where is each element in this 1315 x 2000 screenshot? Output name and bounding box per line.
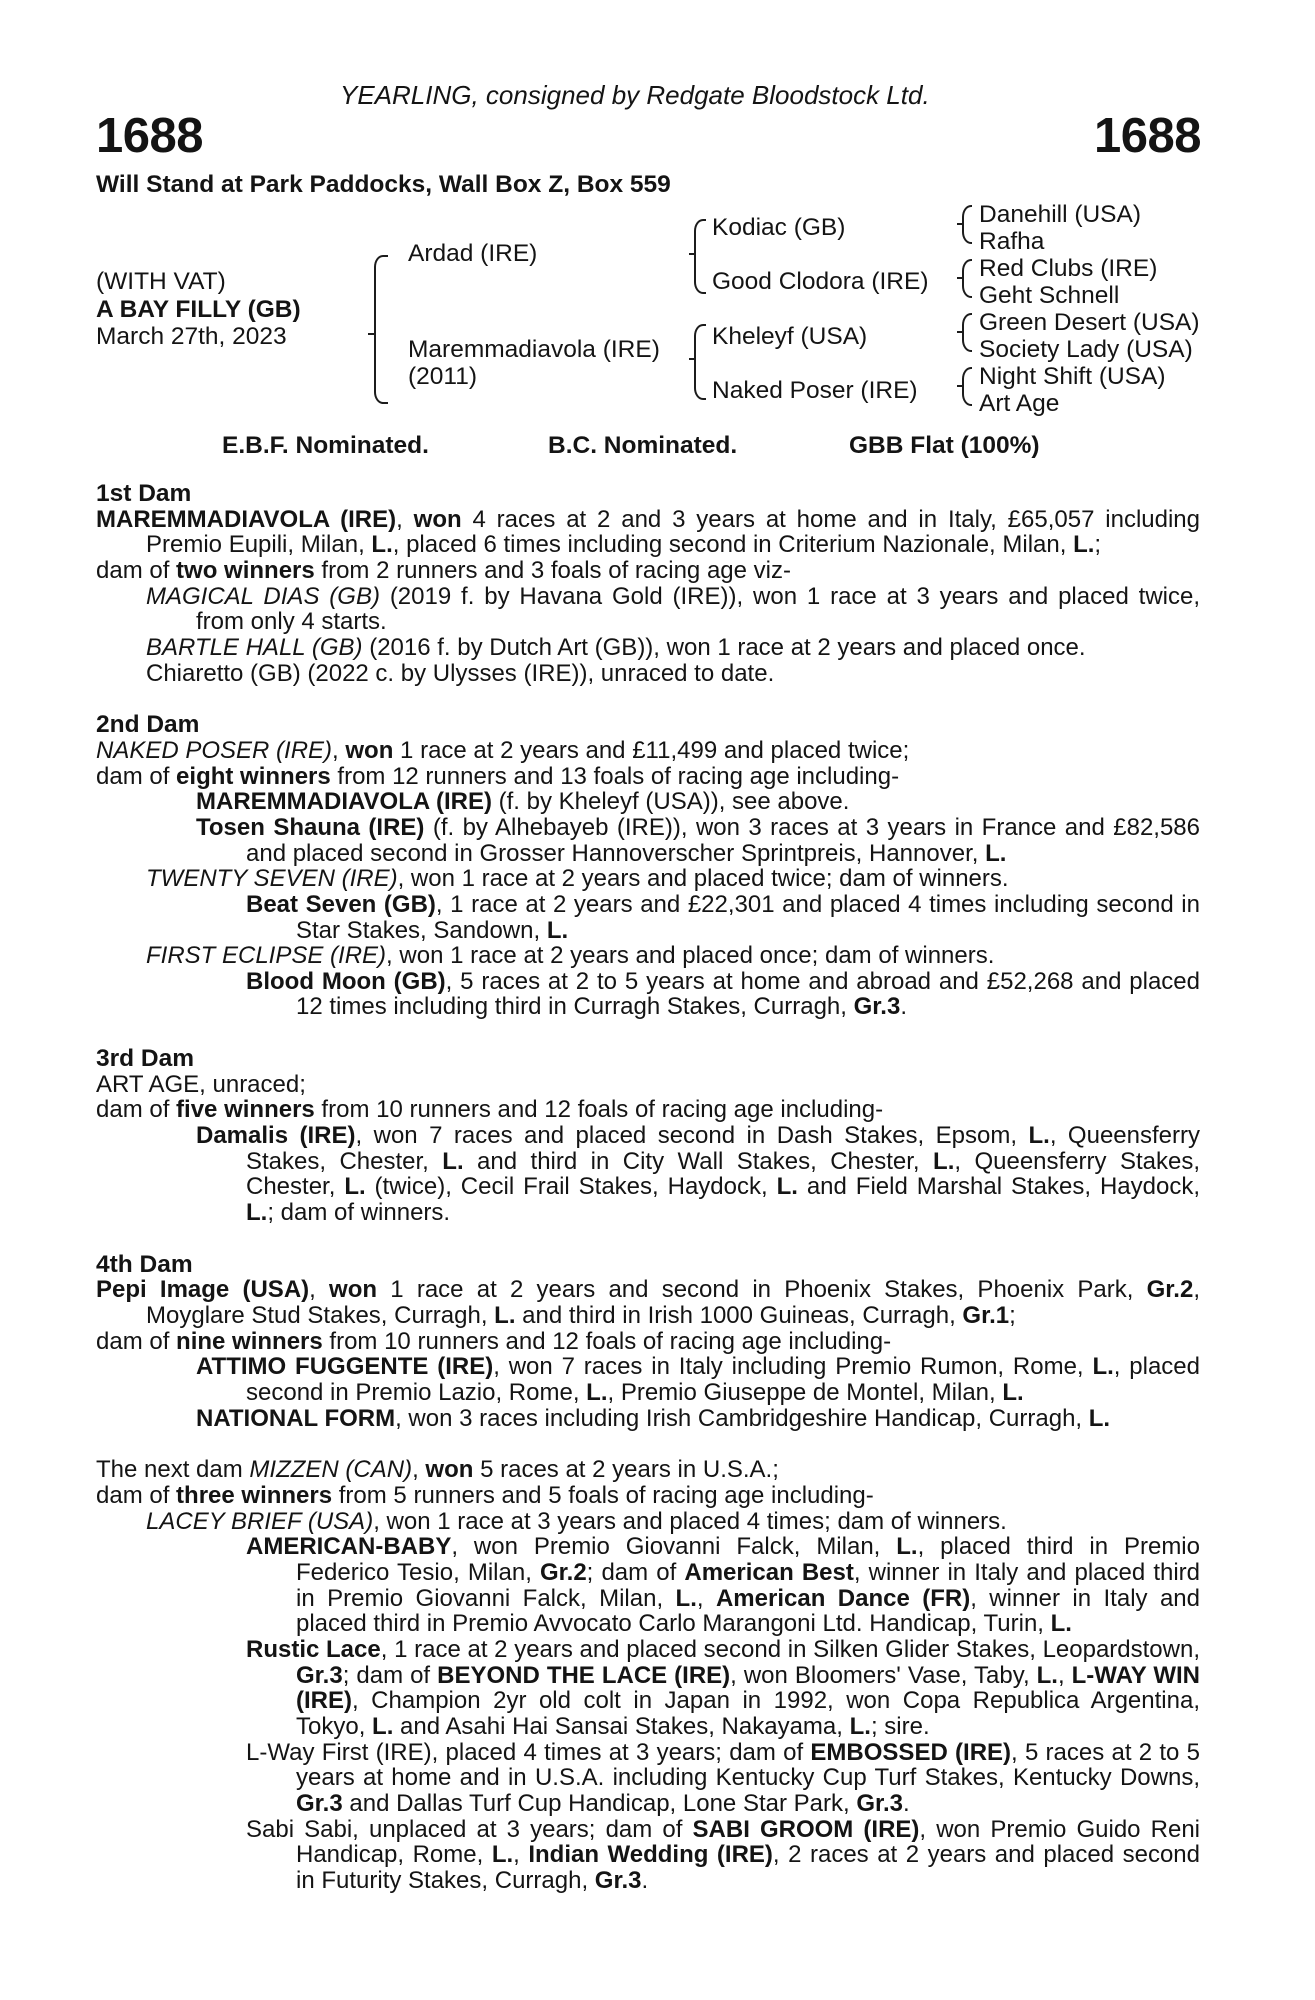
stand-location: Will Stand at Park Paddocks, Wall Box Z, Box 559	[96, 171, 671, 198]
produce-record	[96, 1483, 1200, 1509]
bold-run: L.	[849, 1712, 871, 1740]
produce-record	[96, 635, 1200, 661]
bold-run: Gr.1	[962, 1302, 1010, 1330]
dam-name: Maremmadiavola (IRE)	[408, 336, 660, 363]
bold-run: won	[345, 736, 394, 764]
text-run: , won 7 races in Italy including Premio Rumon, Rome,	[493, 1353, 1093, 1381]
text-run: 1 race at 2 years and second in Phoenix Stakes, Phoenix Park,	[377, 1276, 1147, 1304]
text-run: , won Premio Giovanni Falck, Milan,	[451, 1533, 897, 1561]
pedigree-brace	[374, 334, 388, 404]
produce-record	[96, 1354, 1200, 1405]
dam-section	[96, 1457, 1200, 1893]
text-run: ;	[1094, 531, 1102, 559]
bold-run: L.	[1036, 1661, 1058, 1689]
produce-record	[96, 815, 1200, 866]
lot-number-left: 1688	[96, 109, 204, 163]
text-run: , Queensferry Stakes, Chester,	[246, 1122, 1200, 1175]
ancestor-gen3: Night Shift (USA)	[979, 363, 1166, 390]
pedigree-brace-tip	[957, 277, 964, 279]
produce-record	[96, 507, 1200, 558]
pedigree-brace-tip	[957, 385, 964, 387]
text-run: ,	[1057, 1661, 1072, 1689]
bold-run: BEYOND THE LACE (IRE)	[437, 1661, 731, 1689]
bold-run: L.	[933, 1147, 955, 1175]
dam-section	[96, 481, 1200, 686]
pedigree-brace	[962, 386, 972, 406]
produce-record	[96, 892, 1200, 943]
ancestor-gen3: Red Clubs (IRE)	[979, 255, 1158, 282]
text-run: ,	[513, 1841, 529, 1869]
text-run: , won Bloomers' Vase, Taby,	[730, 1661, 1037, 1689]
text-run: , 5 races at 2 to 5 years at home and in U.S.A. including Kentucky Cup Turf Stakes, Kentucky Downs,	[296, 1738, 1201, 1792]
text-run: .	[641, 1866, 649, 1894]
dam-section-title: 4th Dam	[96, 1250, 193, 1278]
text-run: dam of	[96, 762, 177, 790]
dam-sections	[96, 481, 1200, 1893]
text-run: and Field Marshal Stakes, Haydock,	[797, 1173, 1201, 1201]
text-run: , 5 races at 2 to 5 years at home and abroad and £52,268 and placed 12 times including third in Curragh Stakes, Curragh,	[296, 967, 1200, 1021]
text-run: , won 3 races including Irish Cambridgeshire Handicap, Curragh,	[395, 1404, 1089, 1432]
bold-run: L.	[246, 1199, 268, 1227]
pedigree-brace	[962, 205, 972, 224]
ancestor-gen3: Art Age	[979, 390, 1060, 417]
ancestor-gen3: Geht Schnell	[979, 282, 1120, 309]
bold-run: Rustic Lace	[246, 1635, 381, 1663]
produce-record	[96, 1637, 1200, 1740]
bold-run: Gr.2	[539, 1558, 587, 1586]
text-run: (2019 f. by Havana Gold (IRE)), won 1 race at 3 years and placed twice, from only 4 starts.	[196, 582, 1200, 636]
bold-run: L.	[1050, 1610, 1072, 1638]
text-run: (2016 f. by Dutch Art (GB)), won 1 race at 2 years and placed once.	[362, 633, 1086, 661]
text-run: ,	[332, 736, 346, 764]
bold-run: won	[425, 1456, 474, 1484]
bold-run: won	[329, 1276, 378, 1304]
text-run: , Moyglare Stud Stakes, Curragh,	[146, 1276, 1200, 1330]
pedigree-brace	[962, 259, 972, 278]
produce-record	[96, 1509, 1200, 1535]
ancestor-gen3: Rafha	[979, 228, 1045, 255]
ancestor-gen3: Green Desert (USA)	[979, 309, 1200, 336]
pedigree-brace-tip	[689, 358, 696, 360]
text-run: ; dam of winners.	[267, 1199, 451, 1227]
text-run: , won Premio Guido Reni Handicap, Rome,	[296, 1815, 1201, 1869]
dam-section	[96, 1252, 1200, 1432]
bold-run: ATTIMO FUGGENTE (IRE)	[196, 1353, 494, 1381]
text-run: .	[900, 993, 907, 1021]
bold-run: Gr.3	[594, 1866, 642, 1894]
text-run: ; dam of	[342, 1661, 438, 1689]
bold-run: MAREMMADIAVOLA (IRE)	[196, 788, 492, 816]
text-run: from 12 runners and 13 foals of racing age including-	[330, 762, 900, 790]
pedigree-brace-tip	[957, 223, 964, 225]
text-run: Sabi Sabi, unplaced at 3 years; dam of	[246, 1815, 693, 1843]
bold-run: Indian Wedding (IRE)	[528, 1841, 773, 1869]
bold-run: L.	[1088, 1404, 1111, 1432]
horse-name: A BAY FILLY (GB)	[96, 296, 301, 323]
italic-run: BARTLE HALL (GB)	[146, 633, 363, 661]
bold-run: L.	[494, 1302, 516, 1330]
text-run: , placed third in Premio Federico Tesio, Milan,	[296, 1533, 1200, 1586]
catalogue-subtitle: YEARLING, consigned by Redgate Bloodstock Ltd.	[340, 80, 930, 110]
pedigree-brace	[962, 332, 972, 352]
produce-record	[96, 738, 1200, 764]
text-run: from 10 runners and 12 foals of racing age including-	[322, 1327, 892, 1355]
lot-number-right: 1688	[1093, 109, 1201, 163]
pedigree-brace	[962, 313, 972, 332]
text-run: .	[903, 1789, 910, 1817]
dam-section	[96, 712, 1200, 1020]
pedigree-brace	[962, 367, 972, 386]
pedigree-brace	[694, 359, 706, 400]
bold-run: American Best	[684, 1558, 854, 1586]
text-run: from 5 runners and 5 foals of racing age including-	[332, 1481, 874, 1509]
bold-run: EMBOSSED (IRE)	[810, 1738, 1012, 1766]
bold-run: AMERICAN-BABY	[246, 1533, 452, 1561]
bold-run: eight winners	[176, 762, 331, 790]
bold-run: L.	[1073, 531, 1095, 559]
bold-run: Gr.3	[853, 993, 901, 1021]
dam-year: (2011)	[408, 363, 478, 390]
bold-run: Tosen Shauna (IRE)	[196, 813, 425, 841]
text-run: , winner in Italy and placed third in Premio Avvocato Carlo Marangoni Ltd. Handicap, Turin,	[296, 1584, 1200, 1638]
italic-run: LACEY BRIEF (USA)	[146, 1507, 374, 1535]
bold-run: NATIONAL FORM	[196, 1404, 396, 1432]
text-run: , placed 6 times including second in Criterium Nazionale, Milan,	[392, 531, 1074, 559]
text-run: (twice), Cecil Frail Stakes, Haydock,	[365, 1173, 777, 1201]
italic-run: MAGICAL DIAS (GB)	[146, 582, 380, 610]
bold-run: won	[413, 505, 462, 533]
gbb-flat: GBB Flat (100%)	[849, 432, 1040, 459]
ancestor-gen3: Danehill (USA)	[979, 201, 1142, 228]
italic-run: NAKED POSER (IRE)	[96, 736, 333, 764]
bold-run: L.	[1028, 1122, 1050, 1150]
bold-run: L.	[1092, 1353, 1114, 1381]
text-run: dam of	[96, 1327, 177, 1355]
sire-name: Ardad (IRE)	[408, 240, 538, 267]
produce-record	[96, 1740, 1200, 1817]
bold-run: two winners	[176, 556, 315, 584]
bold-run: three winners	[176, 1481, 333, 1509]
pedigree-brace	[694, 324, 706, 359]
granddam-maternal: Naked Poser (IRE)	[712, 377, 918, 404]
produce-record	[96, 1277, 1200, 1328]
text-run: , Queensferry Stakes, Chester,	[246, 1147, 1200, 1201]
bold-run: five winners	[176, 1096, 315, 1124]
produce-record	[96, 1072, 1200, 1098]
bold-run: L-WAY WIN (IRE)	[296, 1661, 1200, 1715]
dam-section-title: 1st Dam	[96, 480, 192, 507]
bold-run: L.	[776, 1173, 798, 1201]
produce-record	[96, 661, 1200, 687]
text-run: , winner in Italy and placed third in Premio Giovanni Falck, Milan,	[296, 1558, 1201, 1612]
produce-record	[96, 558, 1200, 584]
bold-run: American Dance (FR)	[715, 1584, 971, 1612]
bold-run: Damalis (IRE)	[196, 1122, 356, 1150]
ebf-nomination: E.B.F. Nominated.	[222, 432, 429, 459]
text-run: L-Way First (IRE), placed 4 times at 3 years; dam of	[246, 1738, 811, 1766]
bold-run: L.	[442, 1147, 464, 1175]
text-run: (f. by Alhebayeb (IRE)), won 3 races at 3 years in France and £82,586 and placed second in Grosser Hannoverscher Sprintpreis, Hannover,	[246, 813, 1201, 867]
foaling-date: March 27th, 2023	[96, 323, 287, 350]
vat-label: (WITH VAT)	[96, 268, 226, 295]
produce-record	[96, 1817, 1200, 1894]
pedigree-brace	[374, 255, 388, 334]
bold-run: MAREMMADIAVOLA (IRE)	[96, 505, 397, 533]
text-run: , Premio Giuseppe de Montel, Milan,	[607, 1379, 1003, 1406]
text-run: and Asahi Hai Sansai Stakes, Nakayama,	[393, 1712, 850, 1740]
produce-record	[96, 1457, 1200, 1483]
bold-run: L.	[491, 1841, 514, 1869]
ancestor-gen3: Society Lady (USA)	[979, 336, 1193, 363]
bold-run: L.	[586, 1379, 608, 1406]
text-run: , 1 race at 2 years and £22,301 and placed 4 times including second in Star Stakes, Sandown,	[296, 890, 1200, 944]
text-run: The next dam	[96, 1456, 250, 1484]
dam-section-title: 3rd Dam	[96, 1045, 195, 1073]
text-run: , won 1 race at 2 years and placed twice; dam of winners.	[397, 865, 1009, 893]
produce-record	[96, 584, 1200, 635]
produce-record	[96, 1406, 1200, 1432]
text-run: and third in Irish 1000 Guineas, Curragh,	[515, 1302, 963, 1330]
text-run: , won 1 race at 2 years and placed once; dam of winners.	[386, 942, 995, 970]
pedigree-brace-tip	[957, 331, 964, 333]
text-run: ,	[396, 505, 414, 533]
text-run: , won 7 races and placed second in Dash Stakes, Epsom,	[355, 1122, 1029, 1150]
text-run: and third in City Wall Stakes, Chester,	[463, 1147, 934, 1175]
produce-record	[96, 969, 1200, 1020]
pedigree-brace	[694, 219, 706, 254]
bold-run: L.	[371, 531, 393, 559]
pedigree-brace-tip	[368, 333, 375, 335]
text-run: ; dam of	[586, 1558, 685, 1586]
pedigree-brace	[962, 224, 972, 244]
text-run: ,	[412, 1456, 426, 1484]
produce-record	[96, 943, 1200, 969]
text-run: dam of	[96, 1481, 177, 1509]
bold-run: L.	[1002, 1379, 1024, 1406]
text-run: 4 races at 2 and 3 years at home and in Italy, £65,057 including Premio Eupili, Milan,	[146, 505, 1200, 559]
text-run: , Champion 2yr old colt in Japan in 1992, won Copa Republica Argentina, Tokyo,	[296, 1687, 1200, 1740]
text-run: , placed second in Premio Lazio, Rome,	[246, 1353, 1200, 1406]
pedigree-brace	[694, 254, 706, 294]
text-run: , 2 races at 2 years and placed second in Futurity Stakes, Curragh,	[296, 1841, 1201, 1894]
text-run: dam of	[96, 556, 177, 584]
bold-run: Blood Moon (GB)	[246, 967, 446, 995]
bold-run: L.	[372, 1712, 394, 1740]
italic-run: TWENTY SEVEN (IRE)	[146, 865, 398, 893]
text-run: (f. by Kheleyf (USA)), see above.	[491, 788, 850, 816]
bold-run: L.	[985, 839, 1007, 867]
text-run: , 1 race at 2 years and placed second in Silken Glider Stakes, Leopardstown,	[380, 1635, 1201, 1663]
text-run: ,	[696, 1584, 716, 1612]
text-run: from 10 runners and 12 foals of racing age including-	[314, 1096, 884, 1124]
grandsire-maternal: Kheleyf (USA)	[712, 323, 868, 350]
grandsire-paternal: Kodiac (GB)	[712, 214, 846, 241]
text-run: ART AGE, unraced;	[96, 1070, 306, 1098]
produce-record	[96, 1329, 1200, 1355]
text-run: and Dallas Turf Cup Handicap, Lone Star Park,	[342, 1789, 857, 1817]
bold-run: L.	[546, 916, 569, 944]
text-run: Chiaretto (GB) (2022 c. by Ulysses (IRE)), unraced to date.	[146, 659, 775, 687]
italic-run: MIZZEN (CAN)	[249, 1456, 413, 1484]
produce-record	[96, 789, 1200, 815]
text-run: 5 races at 2 years in U.S.A.;	[473, 1456, 779, 1484]
text-run: , won 1 race at 3 years and placed 4 times; dam of winners.	[373, 1507, 1007, 1535]
text-run: ; sire.	[870, 1712, 930, 1740]
bold-run: Gr.2	[1146, 1276, 1194, 1304]
dam-section-title: 2nd Dam	[96, 711, 200, 739]
produce-record	[96, 1097, 1200, 1123]
bold-run: L.	[344, 1173, 366, 1201]
produce-record	[96, 866, 1200, 892]
dam-section	[96, 1046, 1200, 1226]
text-run: dam of	[96, 1096, 177, 1124]
bold-run: Gr.3	[296, 1661, 343, 1689]
granddam-paternal: Good Clodora (IRE)	[712, 268, 929, 295]
text-run: from 2 runners and 3 foals of racing age viz-	[314, 556, 791, 584]
produce-record	[96, 1123, 1200, 1226]
text-run: ,	[309, 1276, 330, 1304]
bold-run: Gr.3	[856, 1789, 904, 1817]
produce-record	[96, 764, 1200, 790]
bold-run: L.	[896, 1533, 918, 1561]
bold-run: SABI GROOM (IRE)	[692, 1815, 920, 1843]
bold-run: Gr.3	[296, 1789, 343, 1817]
bc-nomination: B.C. Nominated.	[548, 432, 738, 459]
pedigree-brace-tip	[689, 253, 696, 255]
bold-run: Beat Seven (GB)	[246, 890, 436, 918]
bold-run: L.	[675, 1584, 697, 1612]
text-run: 1 race at 2 years and £11,499 and placed twice;	[393, 736, 910, 764]
produce-record	[96, 1534, 1200, 1637]
bold-run: nine winners	[176, 1327, 323, 1355]
text-run: ;	[1009, 1302, 1016, 1330]
pedigree-brace	[962, 278, 972, 298]
italic-run: FIRST ECLIPSE (IRE)	[146, 942, 387, 970]
bold-run: Pepi Image (USA)	[96, 1276, 310, 1304]
